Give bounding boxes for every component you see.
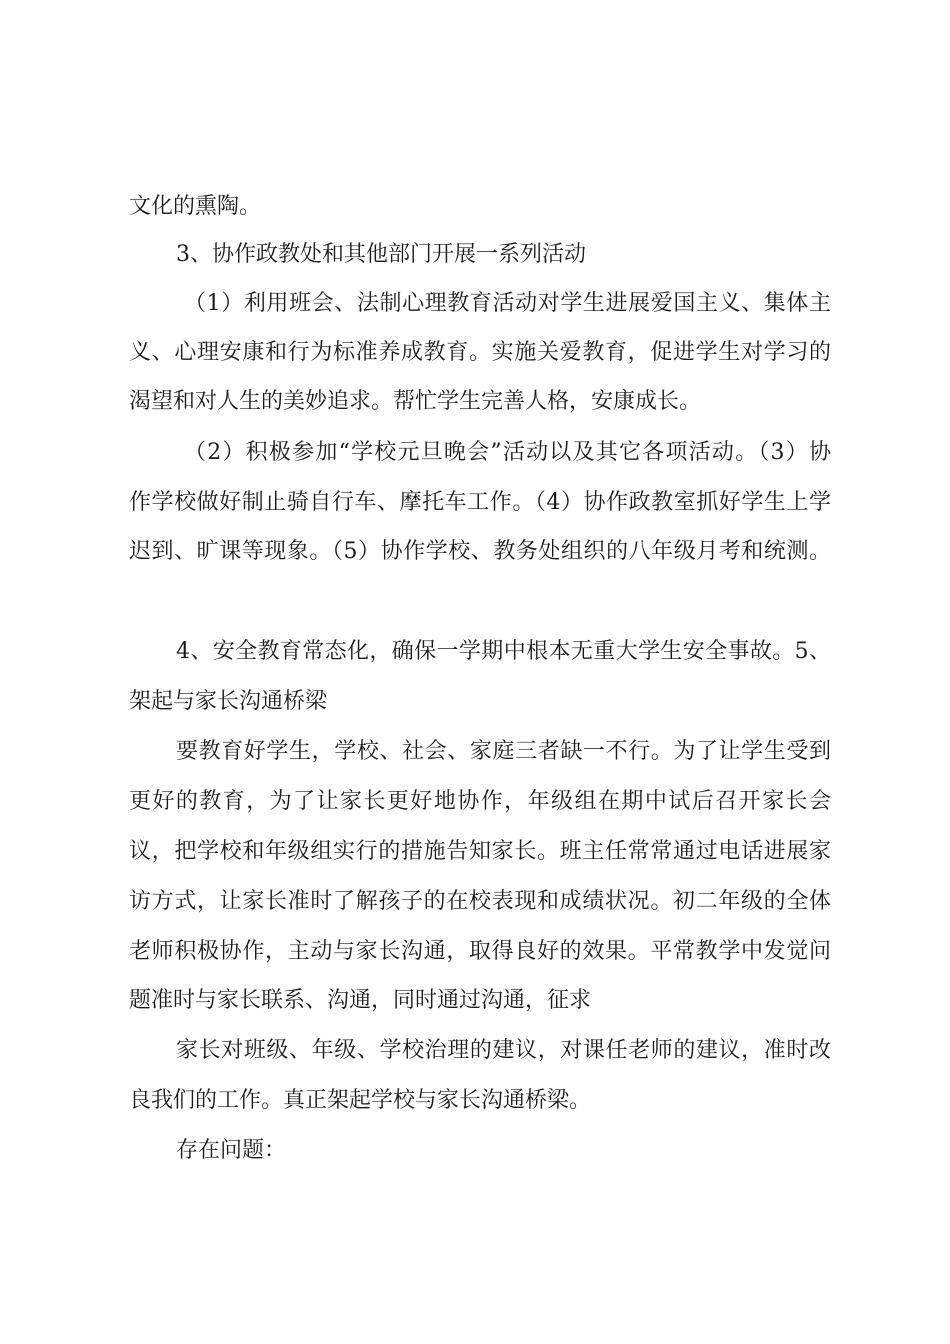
- section-heading-4: 4、安全教育常态化，确保一学期中根本无重大学生安全事故。5、: [176, 639, 831, 664]
- text-line-8: 迟到、旷课等现象。（5）协作学校、教务处组织的八年级月考和统测。: [129, 539, 831, 564]
- text-line-13: 议，把学校和年级组实行的措施告知家长。班主任常常通过电话进展家: [129, 839, 831, 864]
- text-line-18: 良我们的工作。真正架起学校与家长沟通桥梁。: [129, 1088, 592, 1113]
- text-line-7: 作学校做好制止骑自行车、摩托车工作。（4）协作政教室抓好学生上学: [129, 490, 831, 515]
- section-heading-3: 3、协作政教处和其他部门开展一系列活动: [176, 242, 586, 267]
- text-line-6: （2）积极参加“学校元旦晚会”活动以及其它各项活动。（3）协: [184, 440, 831, 465]
- text-line-17: 家长对班级、年级、学校治理的建议，对课任老师的建议，准时改: [176, 1038, 831, 1063]
- text-line-14: 访方式，让家长准时了解孩子的在校表现和成绩状况。初二年级的全体: [129, 889, 831, 914]
- text-line-11: 要教育好学生，学校、社会、家庭三者缺一不行。为了让学生受到: [176, 739, 831, 764]
- text-line-15: 老师积极协作，主动与家长沟通，取得良好的效果。平常教学中发觉问: [129, 939, 831, 964]
- text-line-12: 更好的教育，为了让家长更好地协作，年级组在期中试后召开家长会: [129, 789, 831, 814]
- text-line-4: 义、心理安康和行为标准养成教育。实施关爱教育，促进学生对学习的: [129, 340, 831, 365]
- text-line-3: （1）利用班会、法制心理教育活动对学生进展爱国主义、集体主: [184, 291, 831, 316]
- text-line-16: 题准时与家长联系、沟通，同时通过沟通，征求: [129, 988, 592, 1013]
- issues-heading: 存在问题：: [176, 1138, 287, 1163]
- text-line-1: 文化的熏陶。: [129, 194, 262, 219]
- text-line-5: 渴望和对人生的美妙追求。帮忙学生完善人格，安康成长。: [129, 389, 702, 414]
- section-heading-5: 架起与家长沟通桥梁: [129, 689, 328, 714]
